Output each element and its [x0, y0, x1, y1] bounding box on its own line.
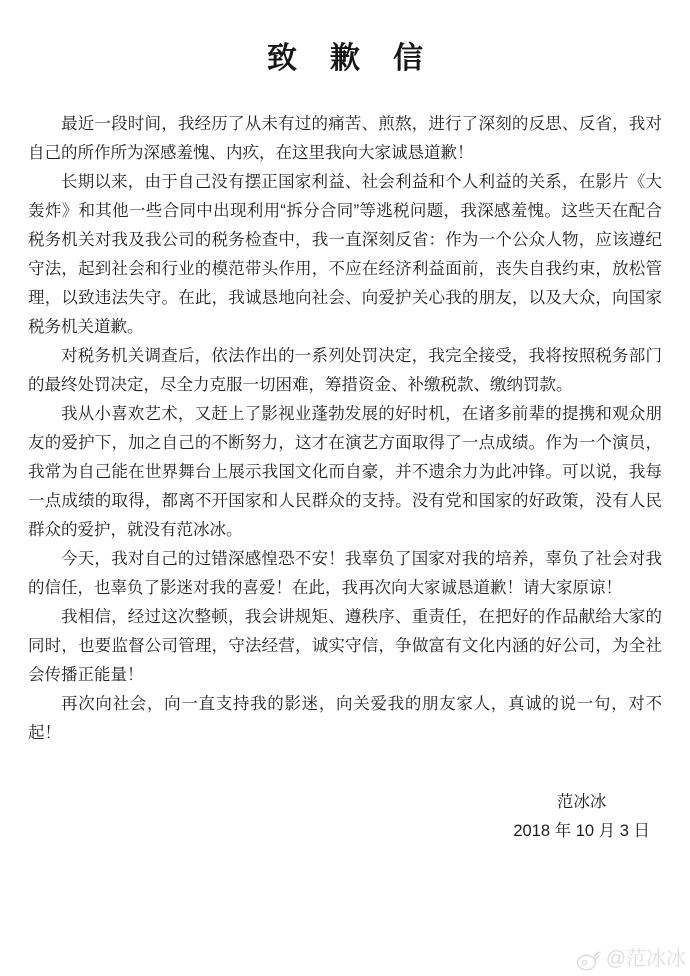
letter-body: [28, 110, 662, 748]
letter-paragraph-5: 今天，我对自己的过错深感惶恐不安！我辜负了国家对我的培养，辜负了社会对我的信任，也辜负了影迷对我的喜爱！在此，我再次向大家诚恳道歉！请大家原谅！: [28, 550, 662, 597]
weibo-watermark: [576, 946, 686, 972]
letter-title: 致歉信: [267, 42, 456, 75]
signature-date: 2018 年 10 月 3 日: [513, 822, 650, 840]
letter-paragraph-6: 我相信，经过这次整顿，我会讲规矩、遵秩序、重责任，在把好的作品献给大家的同时，也要监督公司管理，守法经营，诚实守信，争做富有文化内涵的好公司，为全社会传播正能量！: [28, 608, 662, 684]
signature-block: [513, 788, 650, 846]
letter-paragraph-1: 最近一段时间，我经历了从未有过的痛苦、煎熬，进行了深刻的反思、反省，我对自己的所作所为深感羞愧、内疚，在这里我向大家诚恳道歉！: [28, 115, 662, 162]
letter-paragraph-2: 长期以来，由于自己没有摆正国家利益、社会利益和个人利益的关系，在影片《大轰炸》和其他一些合同中出现利用“拆分合同”等逃税问题，我深感羞愧。这些天在配合税务机关对我及我公司的税务检查中，我一直深刻反省：作为一个公众人物，应该遵纪守法，起到社会和行业的模范带头作用，不应在经济利益面前，丧失自我约束，放松管理，以致违法失守。在此，我诚恳地向社会、向爱护关心我的朋友，以及大众，向国家税务机关道歉。: [28, 173, 662, 336]
signature-name: 范冰冰: [556, 793, 607, 811]
letter-paragraph-7: 再次向社会，向一直支持我的影迷，向关爱我的朋友家人，真诚的说一句，对不起！: [28, 695, 662, 742]
letter-paragraph-4: 我从小喜欢艺术，又赶上了影视业蓬勃发展的好时机，在诸多前辈的提携和观众朋友的爱护下，加之自己的不断努力，这才在演艺方面取得了一点成绩。作为一个演员，我常为自己能在世界舞台上展示我国文化而自豪，并不遗余力为此冲锋。可以说，我每一点成绩的取得，都离不开国家和人民群众的支持。没有党和国家的好政策，没有人民群众的爱护，就没有范冰冰。: [28, 405, 662, 539]
letter-paragraph-3: 对税务机关调查后，依法作出的一系列处罚决定，我完全接受，我将按照税务部门的最终处罚决定，尽全力克服一切困难，筹措资金、补缴税款、缴纳罚款。: [28, 347, 662, 394]
weibo-logo-icon: [576, 946, 603, 972]
weibo-handle: @范冰冰: [605, 948, 686, 970]
